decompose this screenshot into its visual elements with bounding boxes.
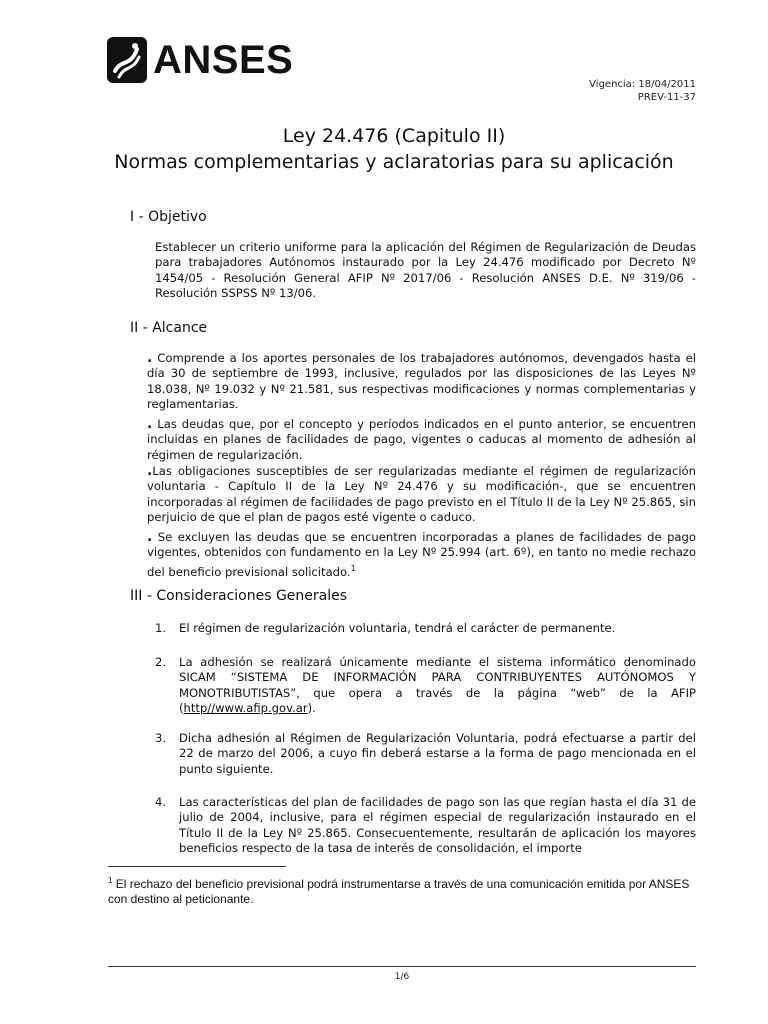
document-meta: [589, 78, 696, 104]
bullet: .: [147, 529, 153, 545]
footnote: $^1$ El rechazo del beneficio previsional podrá instrumentarse a través de una comunicación emitida por ANSES con destino al peticionante.: [108, 876, 690, 906]
heading-consideraciones: III - Consideraciones Generales: [130, 588, 348, 604]
bullet: .: [147, 350, 153, 366]
anses-logo: [107, 37, 293, 83]
alcance-item-2: . Las deudas que, por el concepto y períodos indicados en el punto anterior, se encuentren incluidas en planes de facilidades de pago, vigentes o caducas al momento de adhesión al régimen de regularización.: [147, 416, 696, 462]
alcance-item-3: .Las obligaciones susceptibles de ser regularizadas mediante el régimen de regularización voluntaria - Capítulo II de la Ley Nº 24.476 y su modificación-, que se encuentren incorporadas al régimen de facilidades de pago previsto en el Título II de la Ley Nº 25.865, sin perjuicio de que el plan de pagos esté vigente o caduco.: [147, 463, 696, 525]
footnote-reference: 1: [350, 563, 356, 573]
heading-alcance: II - Alcance: [130, 320, 208, 336]
consideracion-item-3: Dicha adhesión al Régimen de Regularización Voluntaria, podrá efectuarse a partir del 22 de marzo del 2006, a cuyo fin deberá estarse a la forma de pago mencionada en el punto siguiente.: [179, 731, 696, 776]
bullet: .: [147, 463, 153, 479]
footnote-divider: [108, 866, 286, 867]
title-line-2: Normas complementarias y aclaratorias para su aplicación: [114, 151, 674, 173]
bullet: .: [147, 416, 153, 432]
anses-logo-icon: [107, 37, 147, 83]
item-number-4: 4.: [155, 795, 167, 809]
afip-link[interactable]: http//www.afip.gov.ar: [183, 701, 308, 716]
consideracion-item-1: El régimen de regularización voluntaria, tendrá el carácter de permanente.: [179, 621, 616, 635]
objetivo-text: Establecer un criterio uniforme para la aplicación del Régimen de Regularización de Deudas para trabajadores Autónomos instaurado por la Ley 24.476 modificado por Decreto Nº 1454/05 - Resolución General AFIP Nº 2017/06 - Resolución ANSES D.E. Nº 319/06 - Resolución SSPSS Nº 13/06.: [155, 240, 696, 301]
document-title: [80, 123, 708, 175]
page-number: 1/6: [394, 972, 410, 982]
page-footer-divider: [108, 966, 696, 967]
consideracion-item-2: La adhesión se realizará únicamente mediante el sistema informático denominado SICAM “SISTEMA DE INFORMACIÓN PARA CONTRIBUYENTES AUTÓNOMOS Y MONOTRIBUTISTAS”, que opera a través de la página “web” de la AFIP (http//www.afip.gov.ar).: [179, 655, 696, 716]
alcance-item-4: . Se excluyen las deudas que se encuentren incorporadas a planes de facilidades de pago vigentes, obtenidos con fundamento en la Ley Nº 25.994 (art. 6º), en tanto no medie rechazo del beneficio previsional solicitado.$^1$: [147, 529, 696, 579]
item-number-2: 2.: [155, 655, 167, 669]
alcance-item-1: . Comprende a los aportes personales de los trabajadores autónomos, devengados hasta el día 30 de septiembre de 1993, inclusive, regulados por las disposiciones de las Leyes Nº 18.038, Nº 19.032 y Nº 21.581, sus respectivas modificaciones y normas complementarias y reglamentarias.: [147, 350, 697, 412]
title-line-1: Ley 24.476 (Capitulo II): [282, 125, 506, 147]
consideracion-item-4: Las características del plan de facilidades de pago son las que regían hasta el día 31 de julio de 2004, inclusive, para el régimen especial de regularización instaurado en el Título II de la Ley Nº 25.865. Consecuentemente, resultarán de aplicación los mayores beneficios respecto de la tasa de interés de consolidación, el importe: [179, 795, 696, 856]
item-number-1: 1.: [155, 621, 167, 635]
vigencia-date: Vigencia: 18/04/2011: [589, 79, 696, 90]
heading-objetivo: I - Objetivo: [130, 209, 207, 225]
item-number-3: 3.: [155, 731, 167, 745]
logo-text: ANSES: [153, 38, 294, 82]
footnote-mark: 1: [108, 876, 113, 885]
document-code: PREV-11-37: [637, 92, 696, 103]
